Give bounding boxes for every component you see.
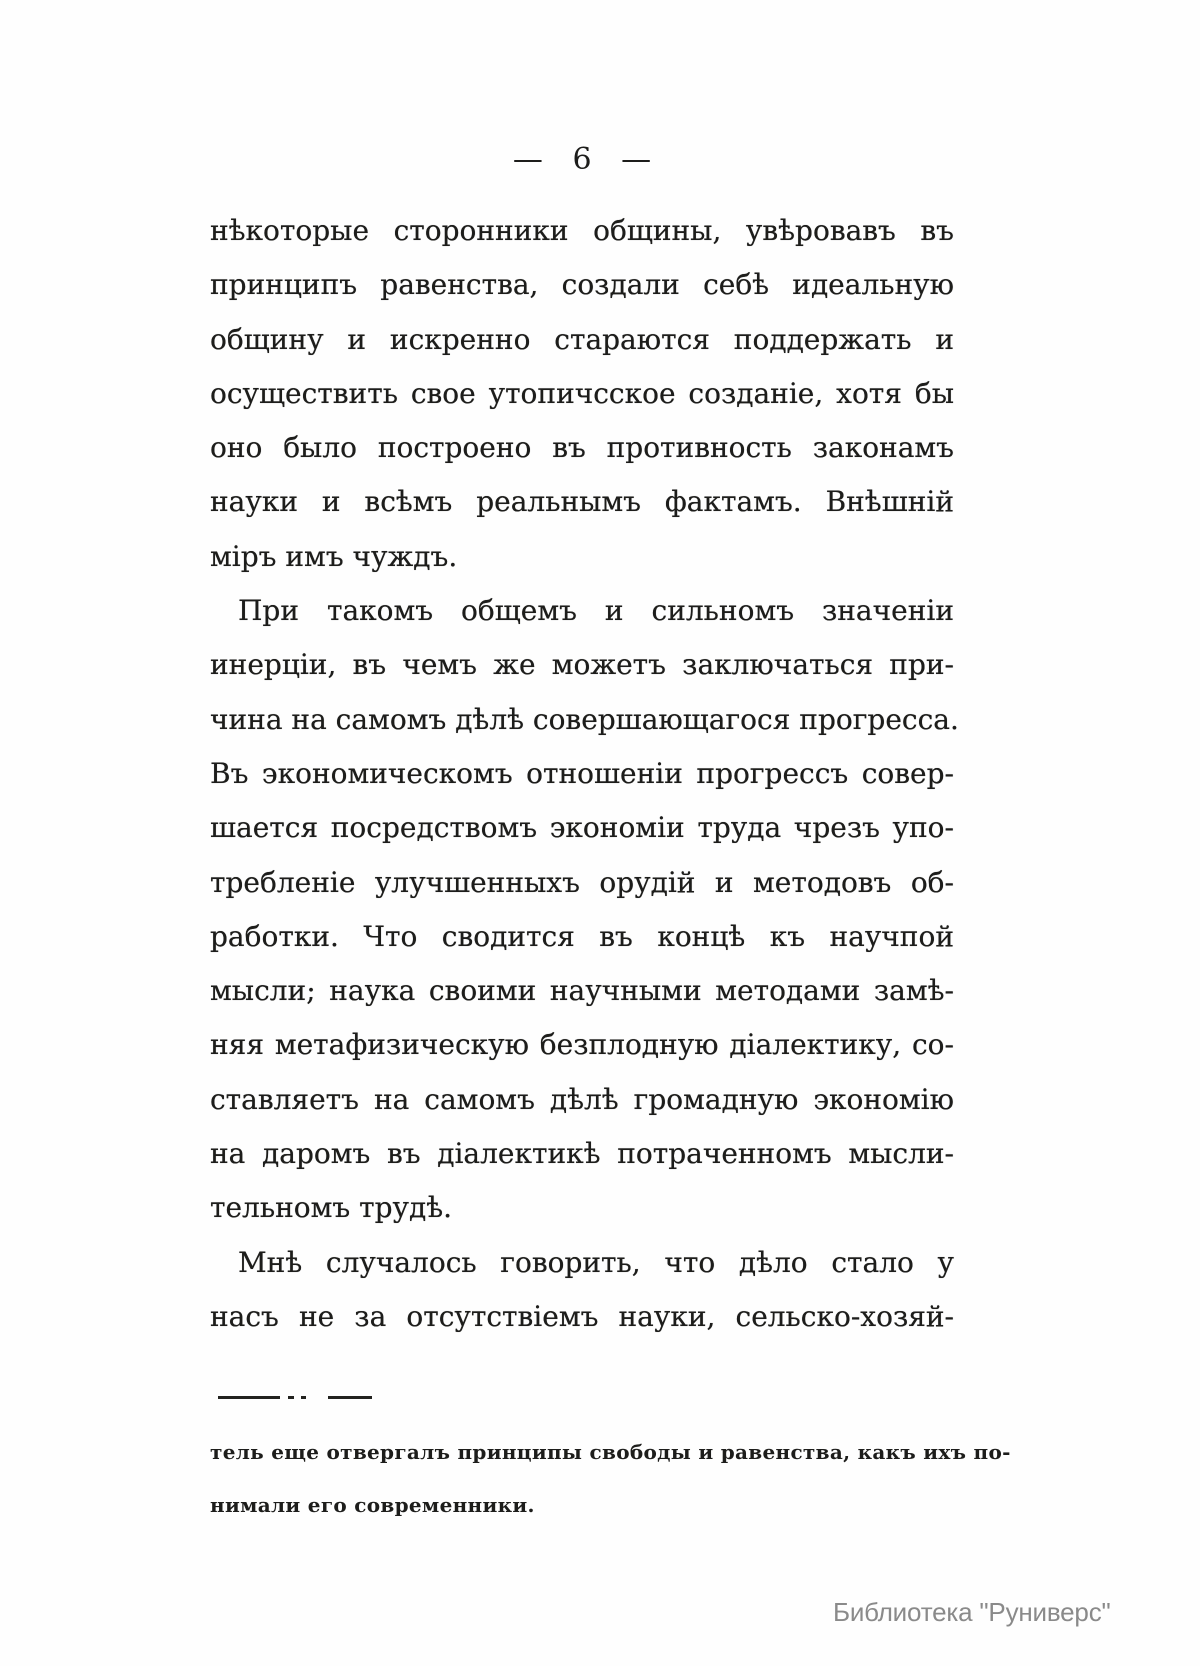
text-line: принципъ равенства, создали себѣ идеальную [210, 268, 954, 302]
body-text [210, 204, 959, 1344]
text-line: тельномъ трудѣ. [210, 1191, 453, 1225]
text-line: Мнѣ случалось говорить, что дѣло стало у [238, 1245, 954, 1279]
footnote-separator-rule [218, 1396, 372, 1399]
text-line: При такомъ общемъ и сильномъ значеніи [238, 594, 954, 628]
footnote-line: тель еще отвергалъ принципы свободы и равенства, какъ ихъ по- [210, 1440, 1011, 1464]
text-line: чина на самомъ дѣлѣ совершающагося прогресса. [210, 702, 959, 736]
text-line: няя метафизическую безплодную діалектику, со- [210, 1028, 954, 1062]
library-watermark: Библиотека "Руниверс" [833, 1597, 1111, 1627]
text-line: инерціи, въ чемъ же можетъ заключаться при- [210, 648, 954, 682]
footnote-text [210, 1426, 1011, 1532]
text-line: науки и всѣмъ реальнымъ фактамъ. Внѣшній [210, 485, 954, 519]
text-line: ставляетъ на самомъ дѣлѣ громадную экономію [210, 1082, 954, 1116]
text-line: общину и искренно стараются поддержать и [210, 322, 954, 356]
text-line: осуществить свое утопичсское созданіе, хотя бы [210, 376, 954, 410]
text-line: шается посредствомъ экономіи труда чрезъ упо- [210, 811, 954, 845]
text-line: мысли; наука своими научными методами замѣ- [210, 974, 954, 1008]
text-line: требленіе улучшенныхъ орудій и методовъ об- [210, 865, 954, 899]
text-line: міръ имъ чуждъ. [210, 539, 458, 573]
text-line: на даромъ въ діалектикѣ потраченномъ мысли- [210, 1137, 954, 1171]
text-line: насъ не за отсутствіемъ науки, сельско-хозяй- [210, 1299, 954, 1333]
footnote-line: нимали его современники. [210, 1493, 535, 1517]
text-line: оно было построено въ противность законамъ [210, 431, 954, 465]
text-line: работки. Что сводится въ концѣ къ научпой [210, 919, 954, 953]
page-number: — 6 — [512, 142, 652, 177]
text-line: нѣкоторые сторонники общины, увѣровавъ въ [210, 214, 954, 247]
text-line: Въ экономическомъ отношеніи прогрессъ совер- [210, 756, 954, 790]
